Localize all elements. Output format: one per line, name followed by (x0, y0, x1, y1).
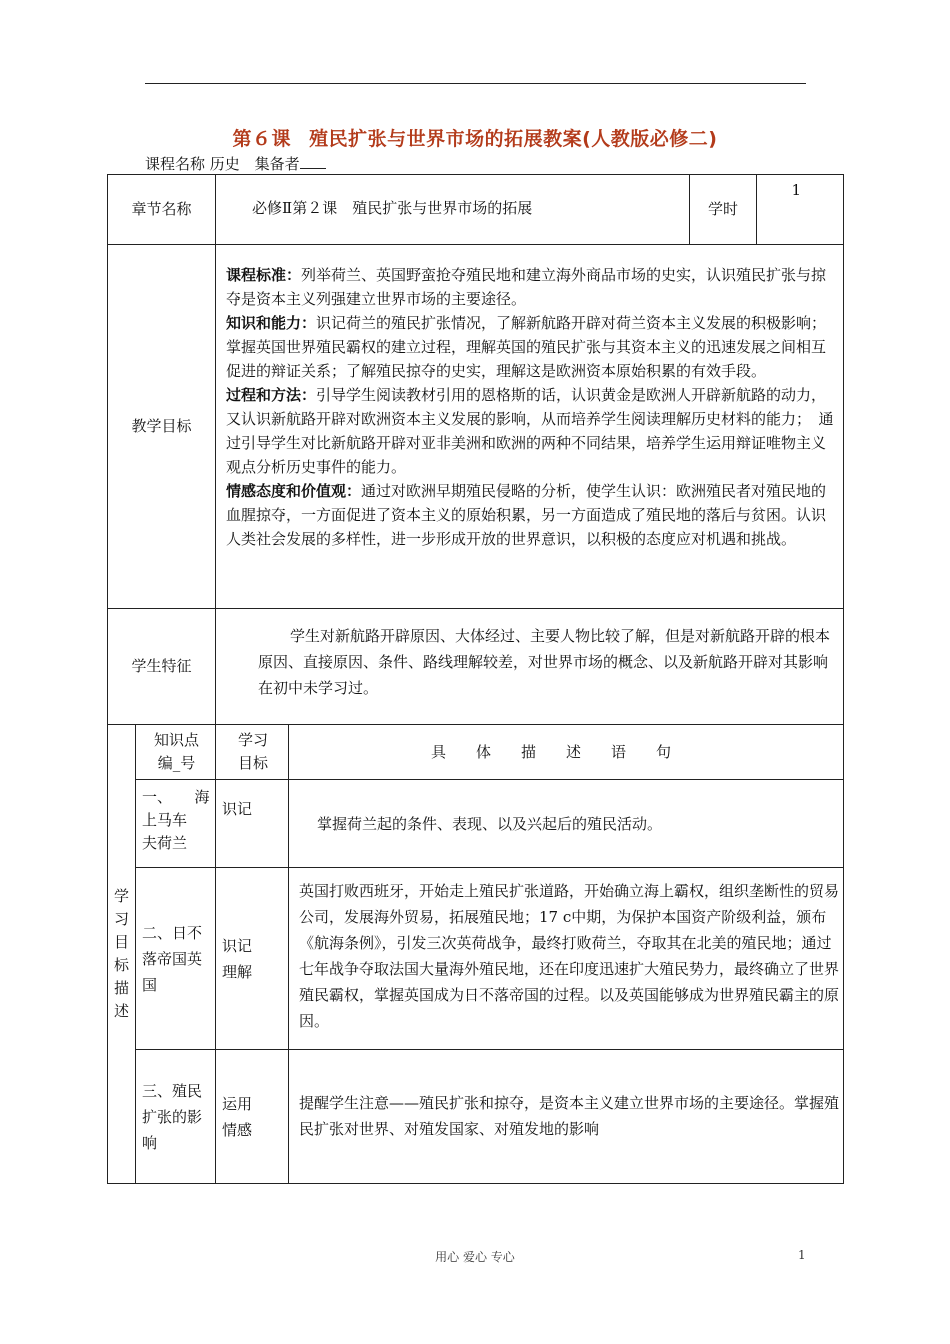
course-info-line (145, 153, 326, 174)
point-text: 夫荷兰 (142, 834, 188, 852)
chapter-label: 章节名称 (131, 200, 192, 218)
goal-cell (216, 780, 289, 868)
goal-text: 理解 (222, 962, 253, 981)
goal-header-line2: 目标 (238, 754, 269, 772)
hours-label-cell (690, 175, 757, 245)
goal-header-cell (216, 725, 289, 780)
course-subject: 历史 (209, 155, 240, 173)
goal-cell (216, 1050, 289, 1184)
process-label: 过程和方法： (226, 386, 317, 404)
lesson-plan-table (107, 174, 844, 1184)
point-text: 一、 海 (142, 788, 210, 806)
side-char: 述 (113, 1002, 129, 1020)
point-text: 二、日不落帝国英国 (142, 923, 203, 994)
goals-content-cell (216, 245, 844, 609)
process-text: 引导学生阅读教材引用的恩格斯的话，认识黄金是欧洲人开辟新航路的动力，又认识新航路开辟对欧洲资本主义发展的影响，从而培养学生阅读理解历史材料的能力； 通过引导学生对比新航路开辟对亚非美洲和欧洲的两种不同结果，培养学生运用辩证唯物主义观点分析历史事件的能力。 (226, 386, 834, 476)
preparer-blank (300, 156, 326, 169)
student-text: 学生对新航路开辟原因、大体经过、主要人物比较了解，但是对新航路开辟的根本原因、直接原因、条件、路线理解较差，对世界市场的概念、以及新航路开辟对其影响在初中未学习过。 (258, 627, 831, 697)
point-text: 三、殖民扩张的影响 (142, 1081, 203, 1152)
side-char: 习 (113, 910, 129, 928)
side-char: 目 (113, 933, 129, 951)
desc-cell (289, 868, 844, 1050)
lesson-title: 殖民扩张与世界市场的拓展教案(人教版必修二) (309, 128, 718, 150)
side-char: 描 (113, 979, 129, 997)
learning-row (108, 868, 844, 1050)
side-char: 学 (113, 887, 129, 905)
point-header-cell (136, 725, 216, 780)
student-content-cell (216, 609, 844, 725)
knowledge-paragraph (226, 311, 839, 383)
chapter-value: 必修Ⅱ第２课 殖民扩张与世界市场的拓展 (252, 199, 533, 217)
hours-value: 1 (791, 181, 802, 199)
student-label: 学生特征 (131, 657, 192, 675)
learning-row (108, 780, 844, 868)
chapter-value-cell (216, 175, 690, 245)
point-header-line2: 编_号 (157, 754, 196, 772)
hours-label: 学时 (708, 200, 739, 218)
desc-cell (289, 1050, 844, 1184)
desc-header-cell (289, 725, 844, 780)
chapter-row (108, 175, 844, 245)
goals-label-cell (108, 245, 216, 609)
emotion-label: 情感态度和价值观： (226, 482, 362, 500)
document-title (0, 124, 950, 151)
goal-text: 识记 (222, 800, 253, 818)
desc-text: 提醒学生注意——殖民扩张和掠夺，是资本主义建立世界市场的主要途径。掌握殖民扩张对世界、对殖发国家、对殖发地的影响 (299, 1094, 840, 1138)
page-number: 1 (798, 1248, 806, 1262)
learning-row (108, 1050, 844, 1184)
lesson-number: 第６课 (232, 128, 292, 150)
preparer-label: 集备者 (254, 155, 300, 173)
point-cell (136, 780, 216, 868)
student-row (108, 609, 844, 725)
standard-paragraph (226, 263, 839, 311)
desc-text: 掌握荷兰起的条件、表现、以及兴起后的殖民活动。 (317, 814, 663, 833)
goals-label: 教学目标 (131, 417, 192, 435)
goal-cell (216, 868, 289, 1050)
standard-text: 列举荷兰、英国野蛮抢夺殖民地和建立海外商品市场的史实，认识殖民扩张与掠夺是资本主义列强建立世界市场的主要途径。 (226, 266, 827, 308)
knowledge-text: 识记荷兰的殖民扩张情况，了解新航路开辟对荷兰资本主义发展的积极影响；掌握英国世界殖民霸权的建立过程，理解英国的殖民扩张与其资本主义的迅速发展之间相互促进的辩证关系；了解殖民掠夺的史实，理解这是欧洲资本原始积累的有效手段。 (226, 314, 827, 380)
emotion-paragraph (226, 479, 839, 551)
header-rule (145, 83, 806, 84)
process-paragraph (226, 383, 839, 479)
learning-header-row (108, 725, 844, 780)
point-header-line1: 知识点 (154, 731, 200, 749)
chapter-label-cell (108, 175, 216, 245)
page-footer: 用心 爱心 专心 (435, 1250, 515, 1264)
standard-label: 课程标准： (226, 266, 302, 284)
goal-header-line1: 学习 (238, 731, 269, 749)
point-cell (136, 868, 216, 1050)
goal-text: 情感 (222, 1120, 253, 1139)
goal-text: 识记 (222, 936, 253, 955)
point-cell (136, 1050, 216, 1184)
desc-cell (289, 780, 844, 868)
desc-text: 英国打败西班牙，开始走上殖民扩张道路，开始确立海上霸权，组织垄断性的贸易公司，发展海外贸易，拓展殖民地；17 c中期，为保护本国资产阶级利益，颁布《航海条例》，引发三次英荷战争，最终打败荷兰，夺取其在北美的殖民地；通过七年战争夺取法国大量海外殖民地，还在印度迅速扩大殖民势力，最终确立了世界殖民霸权，掌握英国成为日不落帝国的过程。以及英国能够成为世界殖民霸主的原因。 (299, 882, 840, 1030)
side-char: 标 (113, 956, 129, 974)
emotion-text: 通过对欧洲早期殖民侵略的分析，使学生认识：欧洲殖民者对殖民地的血腥掠夺，一方面促进了资本主义的原始积累，另一方面造成了殖民地的落后与贫困。认识人类社会发展的多样性，进一步形成开放的世界意识，以积极的态度应对机遇和挑战。 (226, 482, 827, 548)
knowledge-label: 知识和能力： (226, 314, 317, 332)
learning-side-label (108, 725, 136, 1184)
hours-value-cell (757, 175, 844, 245)
point-text: 上马车 (142, 811, 188, 829)
goal-text: 运用 (222, 1094, 253, 1113)
student-label-cell (108, 609, 216, 725)
course-name-label: 课程名称 (145, 155, 206, 173)
desc-header: 具体描述语句 (431, 742, 702, 761)
goals-row (108, 245, 844, 609)
